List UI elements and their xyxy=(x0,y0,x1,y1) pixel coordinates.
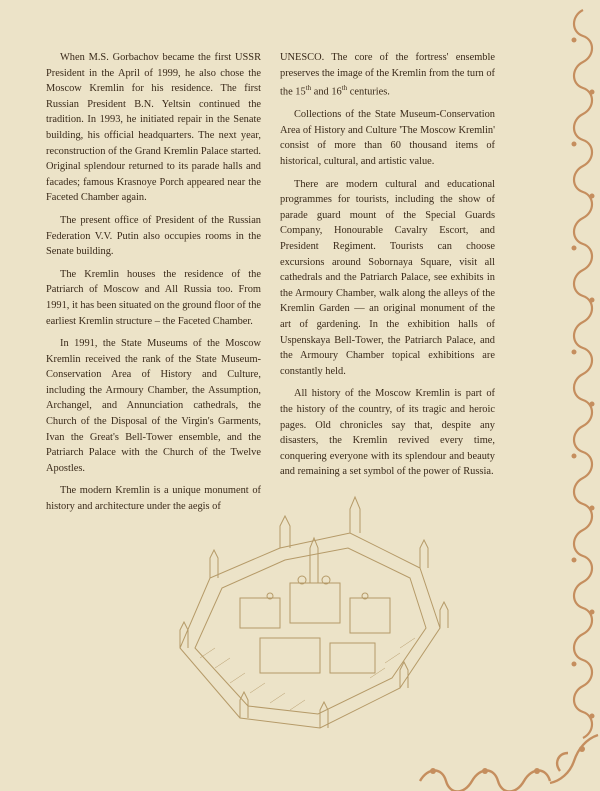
paragraph: The present office of President of the Russian Federation V.V. Putin also occupies rooms in the Senate building. xyxy=(46,214,261,258)
superscript: th xyxy=(305,84,312,93)
towers xyxy=(180,497,448,728)
paragraph: The Kremlin houses the residence of the Patriarch of Moscow and All Russia too. From 1991, it has been situated on the ground floor of the earliest Kremlin structure – the Faceted Chamber. xyxy=(46,268,261,327)
buildings xyxy=(240,538,390,673)
paragraph: There are modern cultural and educational programmes for tourists, including the show of parade guard mount of the Special Guards Company, Honourable Cavalry Escort, and President Regiment. Tourists can choose excursions around Sobornaya Square, visit all cathedrals and the Patriarch Palace, see exhibits in the Armoury Chamber, walk along the alleys of the Kremlin Garden — an original monument of the art of gardening. In the exhibition halls of Uspenskaya Bell-Tower, the Patriarch Palace, and the Armoury Chamber topical exhibitions are constantly held. xyxy=(280,178,495,377)
ornament-border-right xyxy=(566,0,600,791)
paragraph-tail: centuries. xyxy=(347,86,390,98)
paragraph: The modern Kremlin is a unique monument of history and architecture under the aegis of xyxy=(46,485,261,513)
kremlin-illustration xyxy=(170,488,450,738)
superscript: th xyxy=(341,84,348,93)
paragraph: When M.S. Gorbachov became the first USSR President in the April of 1999, he also chose the Moscow Kremlin for his residence. The first Russian President B.N. Yeltsin continued the tradition. In 1993, he initiated repair in the Senate building, his official headquarters. The next year, reconstruction of the Grand Kremlin Palace started. Original splendour returned to its parade halls and facades; famous Krasnoye Porch appeared near the Faceted Chamber again. xyxy=(46,52,261,204)
paragraph: All history of the Moscow Kremlin is part of the history of the country, of its tragic and heroic pages. Old chronicles say that, despite any disasters, the Kremlin revived every time, conquering everyone with its splendour and beauty and remaining a set symbol of the power of Russia. xyxy=(280,388,495,478)
right-text-column xyxy=(280,50,495,487)
paragraph-lead: UNESCO. The core of the fortress' ensemble preserves the image of the Kremlin from the turn of the 15 xyxy=(280,52,495,98)
left-text-column xyxy=(46,50,261,522)
ornament-corner-bottom xyxy=(410,731,600,791)
paragraph: Collections of the State Museum-Conservation Area of History and Culture 'The Moscow Kremlin' consist of more than 60 thousand items of historical, cultural, and artistic value. xyxy=(280,109,495,168)
hatching xyxy=(200,638,415,710)
paragraph-mid: and 16 xyxy=(311,86,342,98)
paragraph-continued xyxy=(280,50,495,100)
paragraph: In 1991, the State Museums of the Moscow Kremlin received the rank of the State Museum-Conservation Area of History and Culture, including the Armoury Chamber, the Assumption, Archangel, and Annunciation cathedrals, the Church of the Disposal of the Virgin's Garments, Ivan the Great's Bell-Tower ensemble, and the Patriarch Palace with the Church of the Twelve Apostles. xyxy=(46,338,261,474)
